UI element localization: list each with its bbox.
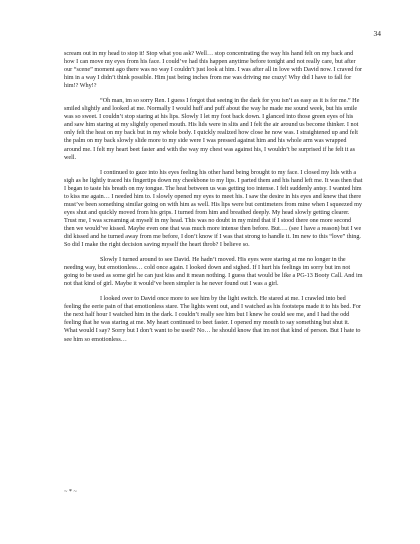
page-number: 34 (373, 29, 381, 38)
paragraph-3: I continued to gaze into his eyes feeling his other hand being brought to my face. I closed my lids with a sigh as he lightly traced his fingertips down my cheekbone to my lips. I parted them and his hand left me. It was then that I began to taste his breath on my tongue. The heat between us was getting too intense. I felt suddenly antsy. I wanted him to kiss me again… I needed him to. I slowly opened my eyes to meet his. I saw the desire in his eyes and knew that there must’ve been something similar going on with him as well. His lips were but centimeters from mine when I squeezed my eyes shut and quickly moved from his grips. I turned from him and breathed deeply. My head slowly getting clearer. Trust me, I was screaming at myself in my head. This was no doubt in my mind that if I stood there one more second then we would’ve kissed. Maybe even one that was much more intense then before. But…. (see I have a reason) but I we did kissed and he turned away from me before, I don’t know if I was that strong to handle it. Im new to this “love” thing. So did I make the right decision saving myself the heart throb? I believe so. (64, 169, 363, 249)
paragraph-5: I looked over to David once more to see him by the light switch. He stared at me. I crawled into bed feeling the eerie pain of that emotionless stare. The lights went out, and I watched as his footsteps made it to his bed. For the next half hour I watched him in the dark. I couldn’t really see him but I knew he could see me, and I had the odd feeling that he was staring at me. My heart continued to beet faster. I opened my mouth to say something but shut it. What would I say? Sorry but I don’t want to be used? No… he should know that im not that kind of person. But I hate to see him so emotionless… (64, 296, 361, 343)
section-break: ~ * ~ (64, 488, 77, 495)
paragraph-2: “Oh man, im so sorry Ren. I guess I forgot that seeing in the dark for you isn’t as easy as it is for me.” He smiled slightly and looked at me. Normally I would huff and puff about the way he made me sound week, but his smile was so sweet. I couldn’t stop staring at his lips. Slowly I let my foot back down. I glanced into those green eyes of his and saw him staring at my slightly opened mouth. His lids were in slits and I felt the air around us become thinker. I not only felt the heat on my back but in my whole body. I quickly realized how close he now was. I straightened up and felt the palm on my back slowly slide more to my side were I was pressed against him and his whole arm was wrapped around me. I felt my heart beet faster and with the way my chest was against his, I wouldn’t be surprised if he felt it as well. (64, 98, 360, 161)
body-text (64, 50, 363, 351)
paragraph-4: Slowly I turned around to see David. He hadn’t moved. His eyes were staring at me no longer in the needing way, but emotionless… cold once again. I looked down and sighed. If I hurt his feelings im sorry but im not going to be used as some girl he can just kiss and it mean nothing. I guess that would be like a PG-13 Booty Call. And im not that kind of girl. Maybe it would’ve been simpler is he never found out I was a girl. (64, 257, 363, 288)
paragraph-1: scream out in my head to stop it! Stop what you ask? Well… stop concentrating the way his hand felt on my back and how I can move my eyes from his face. I could’ve had this happen anytime before tonight and not really care, but after our “scene” moment ago there was no way I couldn’t just look at him. I was after all in love with David now. I craved for him in a way I didn’t think possible. Him just being inches from me was driving me crazy! Why did I have to fall for him!? Why!? (64, 51, 363, 90)
